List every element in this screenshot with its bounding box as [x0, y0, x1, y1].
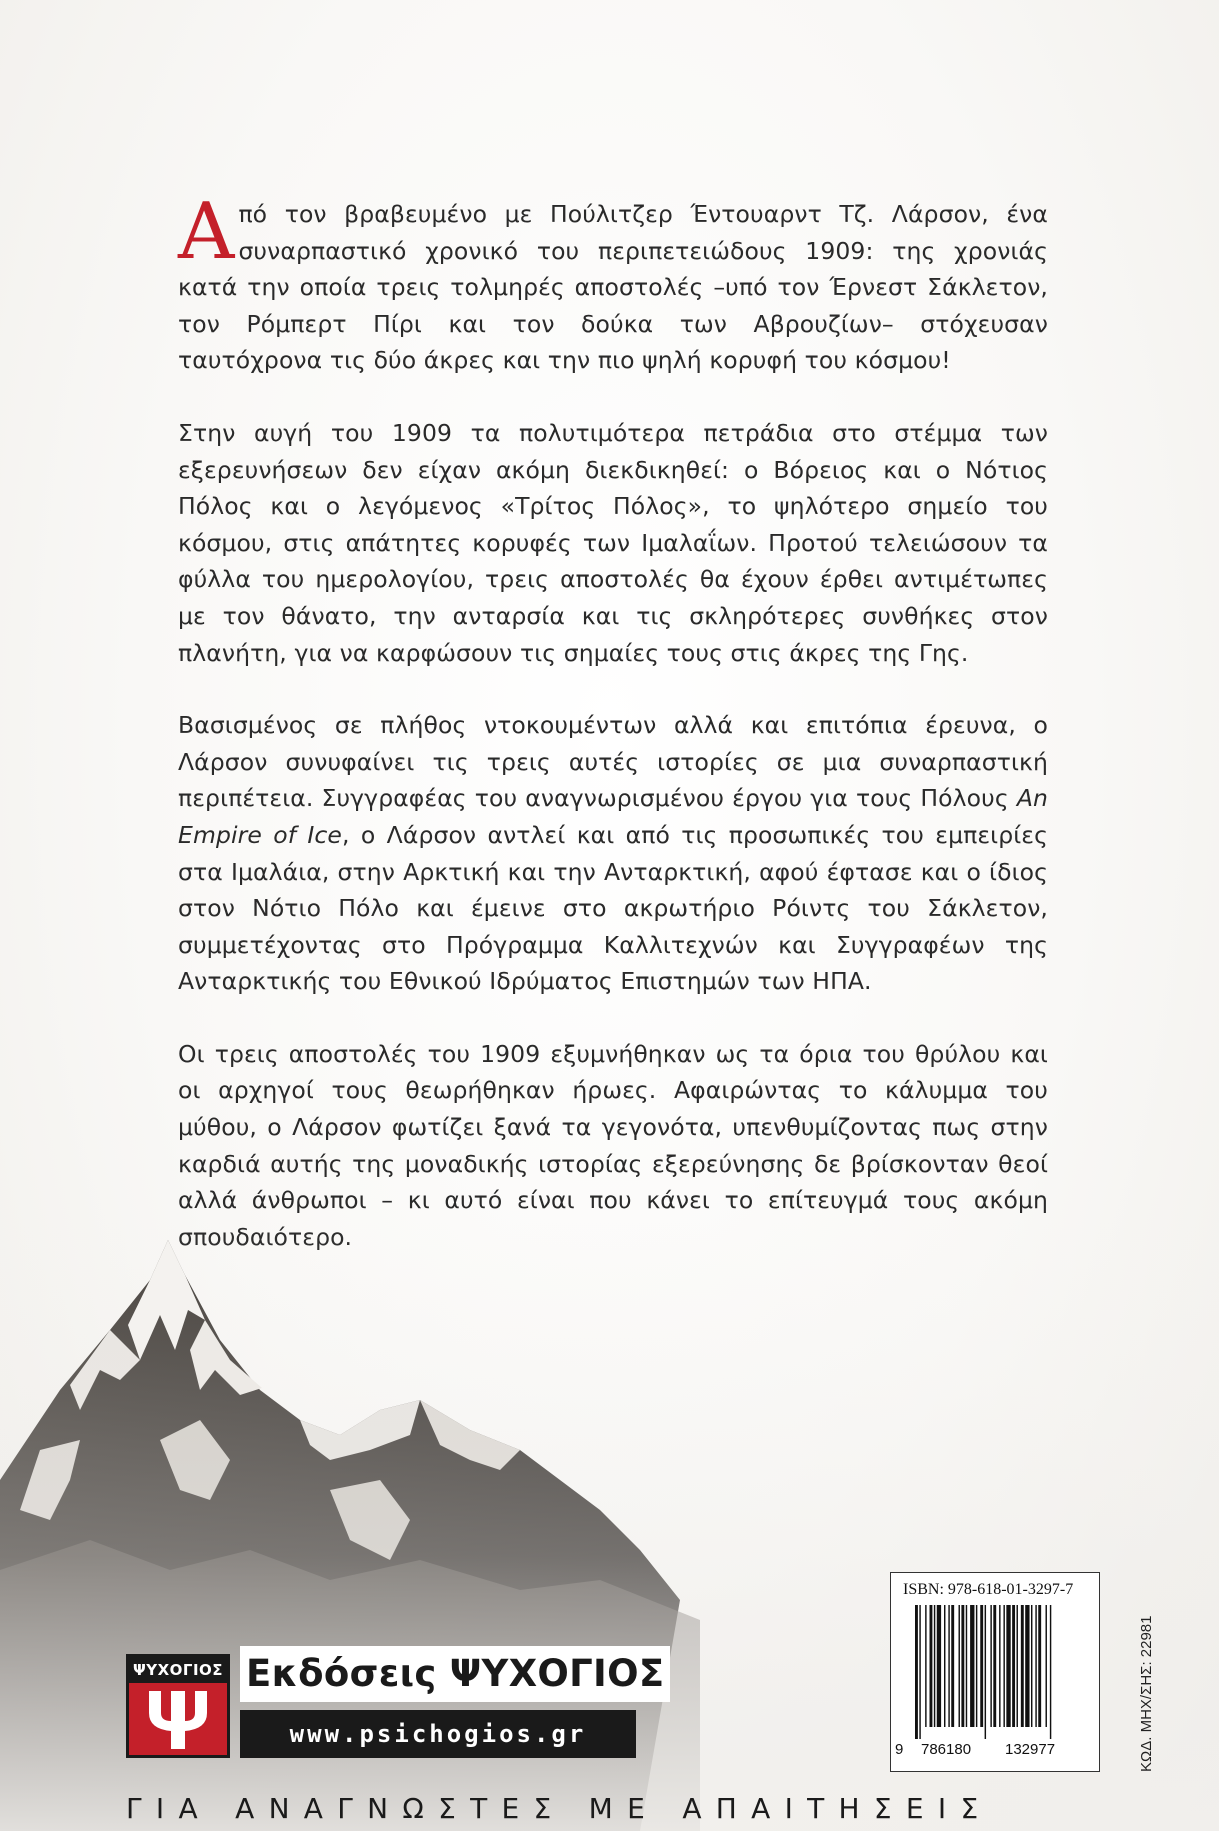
paragraph-1-text: πό τον βραβευμένο με Πούλιτζερ Έντουαρντ Τζ. Λάρσον, ένα συναρπαστικό χρονικό του περιπετειώδους 1909: της χρονιάς κατά την οποία τρεις τολμηρές αποστολές –υπό τον Έρνεστ Σάκλετον, τον Ρόμπερτ Πίρι και τον δούκα των Αβρουζίων– στόχευσαν ταυτόχρονα τις δύο άκρες και την πιο ψηλή κορυφή του κόσμου! — [178, 200, 1048, 375]
back-cover-description — [178, 187, 1048, 1291]
book-title-an-empire-of-ice: An Empire of Ice — [178, 784, 1048, 849]
paragraph-3-text-end: , ο Λάρσον αντλεί και από τις προσωπικές του εμπειρίες στα Ιμαλάια, στην Αρκτική και την Ανταρκτική, αφού έφτασε και ο ίδιος στον Νότιο Πόλο και έμεινε στο ακρωτήριο Ρόιντς του Σάκλετον, συμμετέχοντας στο Πρόγραμμα Καλλιτεχνών και Συγγραφέων της Ανταρκτικής του Εθνικού Ιδρύματος Επιστημών των ΗΠΑ. — [178, 820, 1048, 996]
paragraph-4: Οι τρεις αποστολές του 1909 εξυμνήθηκαν ως τα όρια του θρύλου και οι αρχηγοί τους θεωρήθηκαν ήρωες. Αφαιρώντας το κάλυμμα του μύθου, ο Λάρσον φωτίζει ξανά τα γεγονότα, υπενθυμίζοντας πως στην καρδιά αυτής της μοναδικής ιστορίας εξερεύνησης δε βρίσκονταν θεοί αλλά άνθρωποι – κι αυτό είναι που κάνει το επίτευγμά τους ακόμη — [178, 1039, 1048, 1215]
paragraph-2: Στην αυγή του 1909 τα πολυτιμότερα πετράδια στο στέμμα των εξερευνήσεων δεν είχαν ακόμη διεκδικηθεί: ο Βόρειος και ο Νότιος Πόλος και ο λεγόμενος «Τρίτος Πόλος», το ψηλότερο σημείο του κόσμου, στις απάτητες κορυφές των Ιμαλαΐων. Προτού τελειώσουν τα φύλλα του ημερολογίου, τρεις αποστολές θα έχουν έρθει αντιμέτωπες με τον θάνατο, την ανταρσία και τις σκληρότερες συνθήκες στον πλανήτη, για να καρφώσουν τις σημαίες τους στις άκρες της Γης. — [178, 418, 1048, 667]
product-code-text: ΚΩΔ. ΜΗΧ/ΣΗΣ: 22981 — [1138, 1615, 1155, 1772]
publisher-url[interactable]: www.psichogios.gr — [240, 1710, 636, 1758]
product-code — [1128, 1572, 1155, 1772]
publisher-logo-text: ΨΥΧΟΓΙΟΣ — [129, 1657, 227, 1683]
drop-cap: Α — [178, 187, 235, 277]
barcode-digit-first: 9 — [895, 1741, 904, 1758]
psi-logo-icon — [141, 1685, 215, 1753]
paragraph-1 — [178, 187, 1048, 379]
publisher-logo — [126, 1654, 230, 1758]
isbn-barcode-box — [890, 1572, 1100, 1772]
barcode-icon — [901, 1605, 1089, 1739]
paragraph-3-text-start: Βασισμένος σε πλήθος ντοκουμέντων αλλά και επιτόπια έρευνα, ο Λάρσον συνυφαίνει τις τρεις αυτές ιστορίες σε μια συναρπαστική περιπέτεια. Συγγραφέας του αναγνωρισμένου έργου για τους Πόλους — [178, 711, 1048, 813]
publisher-slogan: ΓΙΑ ΑΝΑΓΝΩΣΤΕΣ ΜΕ ΑΠΑΙΤΗΣΕΙΣ — [126, 1792, 993, 1825]
barcode-digits-right: 132977 — [1005, 1741, 1056, 1758]
paragraph-3 — [178, 707, 1048, 1000]
barcode-digits-left: 786180 — [921, 1741, 972, 1758]
publisher-name: Εκδόσεις ΨΥΧΟΓΙΟΣ — [240, 1646, 670, 1702]
isbn-text: ISBN: 978-618-01-3297-7 — [903, 1581, 1074, 1598]
